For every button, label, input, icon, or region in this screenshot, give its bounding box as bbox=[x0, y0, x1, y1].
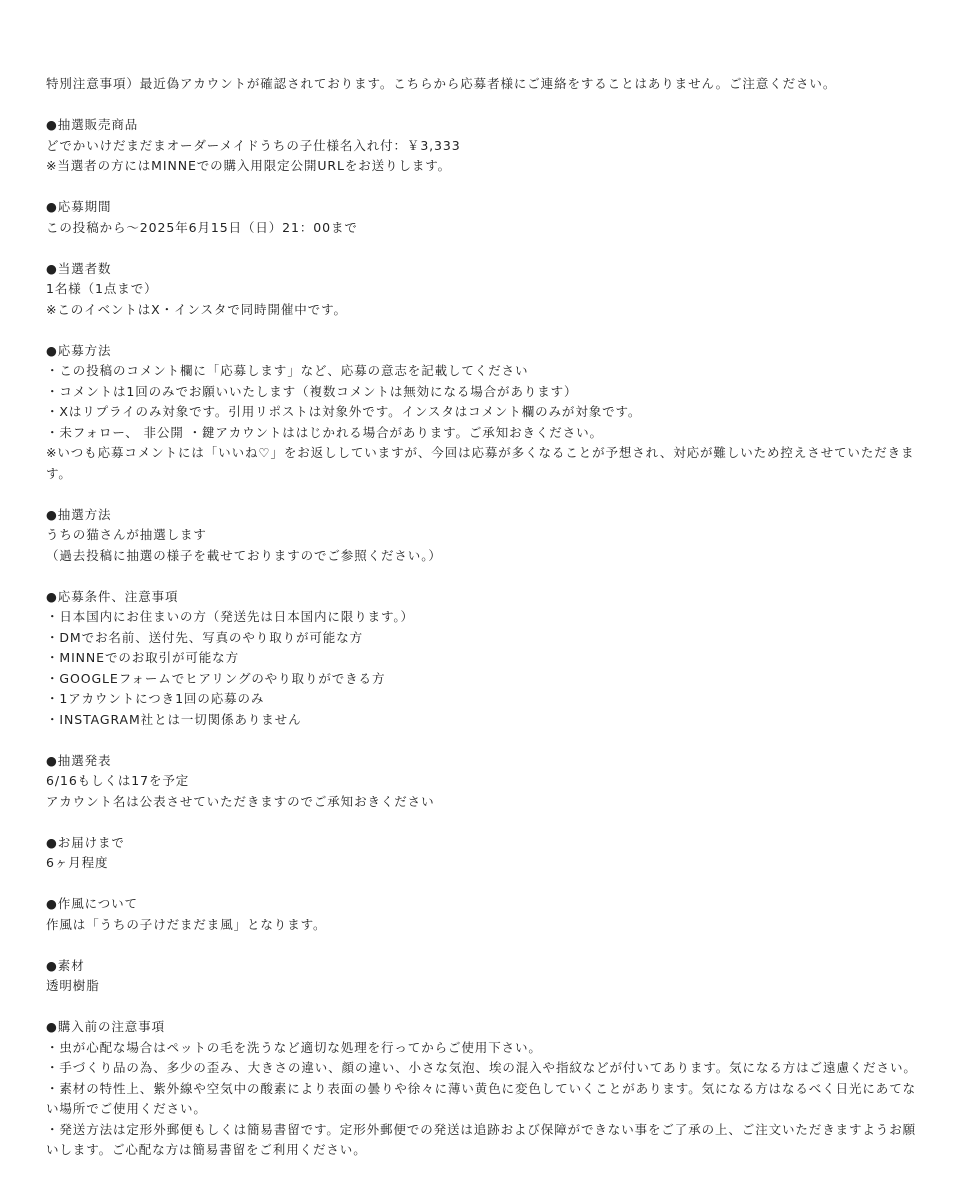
section-spacer bbox=[46, 730, 920, 751]
section-line: 透明樹脂 bbox=[46, 978, 100, 993]
section bbox=[46, 894, 920, 935]
section-line: ※いつも応募コメントには「いいね♡」をお返ししていますが、今回は応募が多くなることが予想され、対応が難しいため控えさせていただきます。 bbox=[46, 445, 915, 481]
section-heading: ●作風について bbox=[46, 896, 138, 911]
section-line: うちの猫さんが抽選します bbox=[46, 527, 207, 542]
section-line: ・MINNEでのお取引が可能な方 bbox=[46, 650, 239, 665]
section-line: 6/16もしくは17を予定 bbox=[46, 773, 190, 788]
section-line: この投稿から〜2025年6月15日（日）21：00まで bbox=[46, 219, 358, 235]
section-line: アカウント名は公表させていただきますのでご承知おきください bbox=[46, 793, 435, 809]
section-spacer bbox=[46, 177, 920, 198]
section-heading: ●抽選販売商品 bbox=[46, 117, 139, 132]
section bbox=[46, 751, 920, 813]
section-spacer bbox=[46, 238, 920, 259]
section-spacer bbox=[46, 935, 920, 956]
section-heading: ●お届けまで bbox=[46, 834, 125, 850]
section-heading: ●応募条件、注意事項 bbox=[46, 588, 179, 604]
section-line: ・コメントは1回のみでお願いいたします（複数コメントは無効になる場合があります） bbox=[46, 383, 578, 399]
section-line: ※このイベントはX・インスタで同時開催中です。 bbox=[46, 301, 347, 317]
section-line: 作風は「うちの子けだまだま風」となります。 bbox=[46, 916, 327, 932]
section-heading: ●応募期間 bbox=[46, 199, 112, 214]
section-line: ・1アカウントにつき1回の応募のみ bbox=[46, 691, 265, 706]
section bbox=[46, 259, 920, 321]
section-line: ・INSTAGRAM社とは一切関係ありません bbox=[46, 711, 302, 727]
section-line: ・DMでお名前、送付先、写真のやり取りが可能な方 bbox=[46, 629, 364, 645]
section-line: ※当選者の方にはMINNEでの購入用限定公開URLをお送りします。 bbox=[46, 158, 452, 173]
section bbox=[46, 197, 920, 238]
section-spacer bbox=[46, 320, 920, 341]
section bbox=[46, 956, 920, 997]
section-line: ・素材の特性上、紫外線や空気中の酸素により表面の曇りや徐々に薄い黄色に変色していくことがあります。気になる方はなるべく日光にあてない場所でご使用ください。 bbox=[46, 1080, 917, 1116]
section-line: 6ヶ月程度 bbox=[46, 855, 109, 870]
section bbox=[46, 341, 920, 485]
section-heading: ●当選者数 bbox=[46, 260, 112, 276]
section-spacer bbox=[46, 95, 920, 116]
section-line: ・GOOGLEフォームでヒアリングのやり取りができる方 bbox=[46, 670, 386, 686]
section bbox=[46, 587, 920, 731]
section-line: （過去投稿に抽選の様子を載せておりますのでご参照ください。） bbox=[46, 547, 442, 563]
section-heading: ●購入前の注意事項 bbox=[46, 1019, 166, 1034]
section bbox=[46, 1017, 920, 1161]
section-line: どでかいけだまだまオーダーメイドうちの子仕様名入れ付：￥3,333 bbox=[46, 137, 461, 153]
section-heading: ●抽選発表 bbox=[46, 752, 112, 768]
section-line: ・発送方法は定形外郵便もしくは簡易書留です。定形外郵便での発送は追跡および保障ができない事をご了承の上、ご注文いただきますようお願いします。ご心配な方は簡易書留をご利用ください。 bbox=[46, 1121, 917, 1157]
section-heading: ●抽選方法 bbox=[46, 506, 112, 522]
sections-container bbox=[46, 95, 920, 1161]
section-spacer bbox=[46, 566, 920, 587]
section-heading: ●素材 bbox=[46, 957, 85, 973]
section-heading: ●応募方法 bbox=[46, 342, 112, 358]
section bbox=[46, 505, 920, 567]
section-line: 1名様（1点まで） bbox=[46, 281, 158, 296]
special-notice: 特別注意事項）最近偽アカウントが確認されております。こちらから応募者様にご連絡をすることはありません。ご注意ください。 bbox=[46, 76, 837, 91]
section-line: ・虫が心配な場合はペットの毛を洗うなど適切な処理を行ってからご使用下さい。 bbox=[46, 1039, 542, 1055]
section-spacer bbox=[46, 812, 920, 833]
section-line: ・手づくり品の為、多少の歪み、大きさの違い、顔の違い、小さな気泡、埃の混入や指紋などが付いてあります。気になる方はご遠慮ください。 bbox=[46, 1060, 917, 1075]
section-line: ・未フォロー、 非公開 ・鍵アカウントははじかれる場合があります。ご承知おきください。 bbox=[46, 424, 603, 440]
section-spacer bbox=[46, 484, 920, 505]
section-line: ・Xはリプライのみ対象です。引用リポストは対象外です。インスタはコメント欄のみが対象です。 bbox=[46, 404, 642, 419]
section-spacer bbox=[46, 874, 920, 895]
section-line: ・この投稿のコメント欄に「応募します」など、応募の意志を記載してください bbox=[46, 363, 529, 378]
section-line: ・日本国内にお住まいの方（発送先は日本国内に限ります。） bbox=[46, 609, 414, 624]
section bbox=[46, 115, 920, 177]
section-spacer bbox=[46, 997, 920, 1018]
section bbox=[46, 833, 920, 874]
